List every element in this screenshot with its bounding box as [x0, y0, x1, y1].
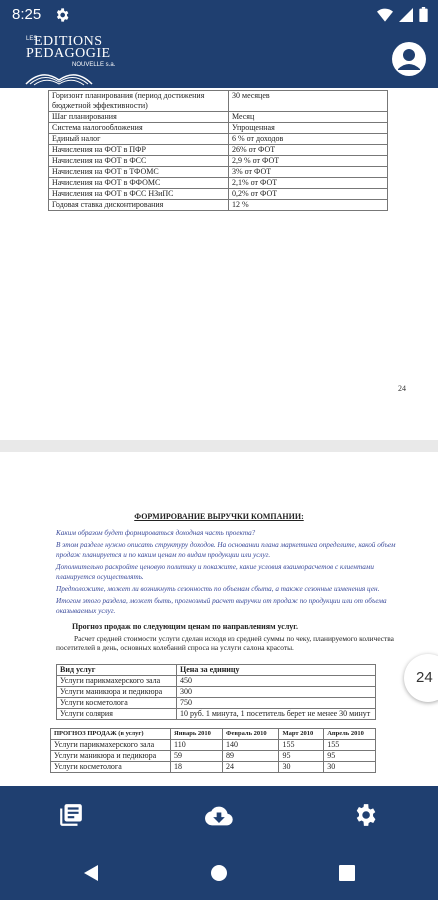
wifi-icon [377, 8, 393, 22]
settings-icon [352, 802, 378, 828]
table-header-cell: Апрель 2010 [324, 729, 376, 740]
section-title: ФОРМИРОВАНИЕ ВЫРУЧКИ КОМПАНИИ: [134, 512, 304, 521]
table-cell: Начисления на ФОТ в ПФР [49, 145, 229, 156]
status-icons [377, 7, 428, 22]
table-cell: 12 % [229, 200, 388, 211]
guide-text: Каким образом будет формироваться доходная часть проекта? В этом разделе нужно описать структуру доходов. На основании плана маркетинга определите, какой объем продаж планируется и по каким ценам по видам продукции или услуг. Дополнительно раскройте ценовую политику и покажите, какие условия взаиморасчетов с клиентами планируется осуществлять. Предположите, может ли возникнуть сезонность по объемам сбыта, а также сезонные изменения цен. Итогом этого раздела, может быть, прогнозный расчет выручки от продаж по продукции или от объема оказываемых услуг. [56, 529, 396, 615]
table-header-row [57, 665, 376, 676]
recents-icon [338, 864, 356, 882]
home-button[interactable] [210, 864, 228, 882]
table-cell: Упрощенная [229, 123, 388, 134]
table-row [57, 676, 376, 687]
table-row [49, 189, 388, 200]
table-cell: 30 месяцев [229, 91, 388, 112]
table-cell: 30 [279, 762, 324, 773]
system-nav-bar [0, 846, 438, 900]
home-icon [210, 864, 228, 882]
back-icon [82, 864, 100, 882]
page-indicator[interactable]: 24 [404, 654, 438, 702]
table-row [49, 167, 388, 178]
table-cell: Единый налог [49, 134, 229, 145]
table-row [49, 145, 388, 156]
table-cell: Услуги косметолога [51, 762, 171, 773]
table-cell: 300 [177, 687, 376, 698]
table-row [57, 709, 376, 720]
page-number: 24 [398, 384, 406, 393]
table-row [51, 751, 376, 762]
status-time: 8:25 [12, 6, 42, 23]
table-cell: Услуги парикмахерского зала [51, 740, 171, 751]
table-row [49, 134, 388, 145]
price-table [56, 664, 376, 720]
table-cell: 18 [171, 762, 223, 773]
library-icon [58, 802, 84, 828]
settings-status-icon [54, 7, 70, 28]
table-cell: Начисления на ФОТ в ФСС НЗиПС [49, 189, 229, 200]
status-bar [0, 0, 438, 32]
table-cell: 89 [223, 751, 279, 762]
table-header-cell: ПРОГНОЗ ПРОДАЖ (в услуг) [51, 729, 171, 740]
pdf-page [0, 88, 438, 440]
table-row [57, 698, 376, 709]
table-header-cell: Цена за единицу [177, 665, 376, 676]
forecast-title: Прогноз продаж по следующим ценам по направлениям услуг. [72, 622, 299, 631]
table-cell: Месяц [229, 112, 388, 123]
table-cell: 2,1% от ФОТ [229, 178, 388, 189]
table-cell: 30 [324, 762, 376, 773]
table-cell: Услуги парикмахерского зала [57, 676, 177, 687]
table-row [49, 200, 388, 211]
table-cell: Начисления на ФОТ в ТФОМС [49, 167, 229, 178]
signal-icon [399, 8, 413, 22]
settings-button[interactable] [352, 802, 380, 830]
table-cell: 95 [324, 751, 376, 762]
battery-icon [419, 7, 428, 22]
table-cell: 110 [171, 740, 223, 751]
cloud-download-icon [205, 802, 233, 830]
app-bar [0, 32, 438, 88]
table-cell: 95 [279, 751, 324, 762]
forecast-paragraph: Расчет средней стоимости услуги сделан исходя из средней суммы по чеку, планируемого количества посетителей в день, основных колебаний спроса на услуги салона красоты. [56, 634, 394, 652]
table-cell: 2,9 % от ФОТ [229, 156, 388, 167]
table-cell: 155 [279, 740, 324, 751]
download-button[interactable] [205, 802, 233, 830]
editions-logo: LES EDITIONS PEDAGOGIE NOUVELLE s.a. [24, 34, 134, 86]
table-header-cell: Февраль 2010 [223, 729, 279, 740]
table-cell: 24 [223, 762, 279, 773]
recents-button[interactable] [338, 864, 356, 882]
table-row [49, 112, 388, 123]
table-row [57, 687, 376, 698]
table-cell: 155 [324, 740, 376, 751]
table-cell: Услуги солярия [57, 709, 177, 720]
sales-forecast-table [50, 728, 376, 773]
planning-table [48, 90, 388, 211]
table-cell: 26% от ФОТ [229, 145, 388, 156]
table-cell: 450 [177, 676, 376, 687]
table-row [49, 91, 388, 112]
table-cell: Начисления на ФОТ в ФФОМС [49, 178, 229, 189]
table-header-cell: Март 2010 [279, 729, 324, 740]
table-header-cell: Вид услуг [57, 665, 177, 676]
table-row [51, 740, 376, 751]
table-cell: Услуги косметолога [57, 698, 177, 709]
table-cell: Система налогообложения [49, 123, 229, 134]
table-cell: Услуги маникюра и педикюра [57, 687, 177, 698]
table-cell: 750 [177, 698, 376, 709]
table-cell: Горизонт планирования (период достижения бюджетной эффективности) [49, 91, 229, 112]
table-cell: 59 [171, 751, 223, 762]
pdf-viewer[interactable] [0, 88, 438, 786]
table-cell: 0,2% от ФОТ [229, 189, 388, 200]
table-row [51, 762, 376, 773]
table-header-row [51, 729, 376, 740]
table-cell: Начисления на ФОТ в ФСС [49, 156, 229, 167]
library-button[interactable] [58, 802, 86, 830]
table-row [49, 178, 388, 189]
table-cell: Годовая ставка дисконтирования [49, 200, 229, 211]
table-cell: 140 [223, 740, 279, 751]
table-header-cell: Январь 2010 [171, 729, 223, 740]
table-cell: 3% от ФОТ [229, 167, 388, 178]
table-row [49, 156, 388, 167]
table-cell: 10 руб. 1 минута, 1 посетитель берет не менее 30 минут [177, 709, 376, 720]
table-cell: 6 % от доходов [229, 134, 388, 145]
table-cell: Шаг планирования [49, 112, 229, 123]
table-row [49, 123, 388, 134]
back-button[interactable] [82, 864, 100, 882]
pdf-page [0, 452, 438, 786]
account-avatar-icon[interactable] [392, 42, 426, 76]
bottom-action-bar [0, 786, 438, 846]
table-cell: Услуги маникюра и педикюра [51, 751, 171, 762]
logo-book-icon [24, 64, 94, 86]
